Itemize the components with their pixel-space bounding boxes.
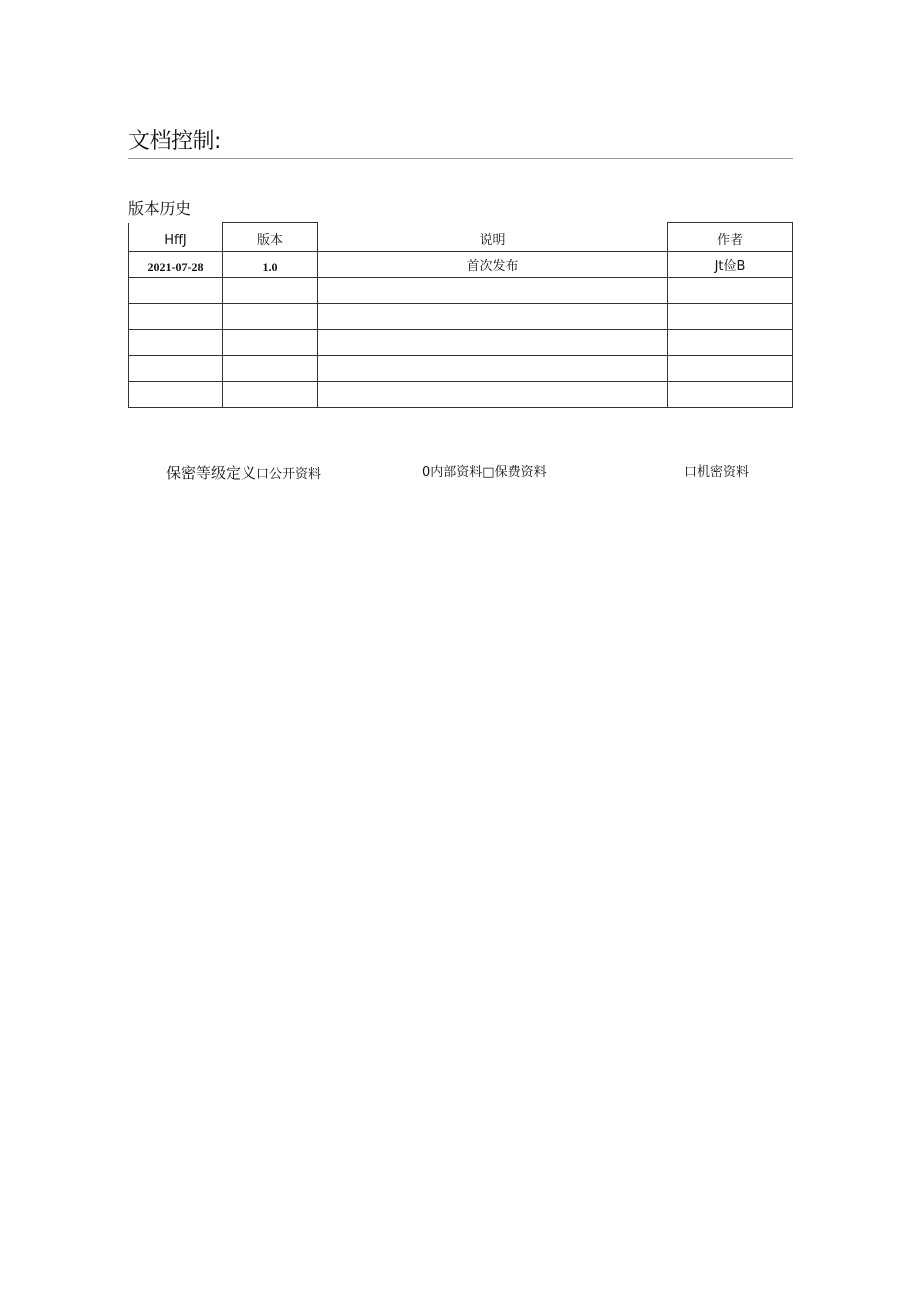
cell-author xyxy=(668,382,793,408)
title-divider xyxy=(128,158,793,159)
cell-version xyxy=(223,382,318,408)
table-row xyxy=(129,252,793,278)
document-title: 文档控制: xyxy=(128,129,221,154)
header-date: HffJ xyxy=(129,223,223,252)
cell-author xyxy=(668,330,793,356)
cell-description xyxy=(318,330,668,356)
cell-author xyxy=(668,304,793,330)
header-author: 作者 xyxy=(668,223,793,252)
table-row xyxy=(129,278,793,304)
cell-version: 1.0 xyxy=(223,252,318,278)
cell-version xyxy=(223,278,318,304)
cell-description xyxy=(318,382,668,408)
table-row xyxy=(129,304,793,330)
cell-date xyxy=(129,356,223,382)
option-public: 口公开资料 xyxy=(256,467,322,482)
version-history-table xyxy=(128,222,793,408)
cell-date xyxy=(129,278,223,304)
cell-date xyxy=(129,304,223,330)
confidentiality-options-right xyxy=(684,462,749,484)
cell-date xyxy=(129,330,223,356)
option-classified: 口机密资料 xyxy=(684,465,750,480)
cell-version xyxy=(223,330,318,356)
cell-description: 首次发布 xyxy=(318,252,668,278)
cell-author xyxy=(668,278,793,304)
table-row xyxy=(129,356,793,382)
cell-description xyxy=(318,278,668,304)
version-history-heading: 版本历史 xyxy=(128,199,191,218)
cell-date xyxy=(129,382,223,408)
option-secret: □保费资料 xyxy=(482,465,547,480)
header-description: 说明 xyxy=(318,223,668,252)
confidentiality-label: 保密等级定义 xyxy=(166,464,257,482)
table-row xyxy=(129,382,793,408)
cell-version xyxy=(223,304,318,330)
header-version: 版本 xyxy=(223,223,318,252)
cell-description xyxy=(318,304,668,330)
table-header-row xyxy=(129,223,793,252)
cell-description xyxy=(318,356,668,382)
table-row xyxy=(129,330,793,356)
confidentiality-options-middle xyxy=(422,462,547,484)
cell-author: Jt俭B xyxy=(668,252,793,278)
option-internal: 0内部资料 xyxy=(422,465,483,480)
cell-date: 2021-07-28 xyxy=(129,252,223,278)
confidentiality-definition xyxy=(166,462,321,486)
cell-version xyxy=(223,356,318,382)
cell-author xyxy=(668,356,793,382)
